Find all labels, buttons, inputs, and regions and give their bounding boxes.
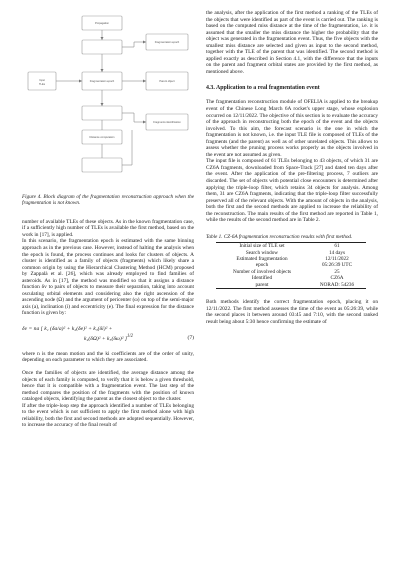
left-paragraph-1: number of available TLEs of these objects. As in the known fragmentation case, if a sufficiently high number of TLEs is available the first method, based on the work in [17], is applied. [22, 218, 194, 238]
label-right-1: Fragmentation epoch [154, 41, 180, 44]
label-mid-5: Distance computation [89, 136, 115, 139]
label-mid-1: Propagation [95, 22, 109, 25]
right-column [206, 10, 378, 325]
distance-equation: δv = na [ k₁ (δa/a)² + k₂(δe)² + k₃(δi)² + k₄(δΩ)² + k₅(δω)² ]$^{1/2}$ (7) [22, 326, 194, 342]
block-diagram-figure [22, 10, 194, 188]
table-row: Search window 14 days [245, 249, 345, 256]
section-title: 4.3. Application to a real fragmentation event [206, 85, 320, 92]
table-row: Estimated fragmentation 12/11/2022 [236, 256, 349, 263]
table-row: Number of involved objects 25 [232, 268, 340, 275]
table-row: epoch 05:26:39 UTC [255, 262, 353, 269]
mid-box-6 [82, 158, 122, 172]
table-row: Initial size of TLE set 61 [216, 243, 366, 250]
left-paragraph-4: Once the families of objects are identified, the average distance among the objects of each family is computed, to verify that it is below a given threshold, hence that it is compatible with a fragmentation event. The last step of the method compares the position of the fragments with the position of known cataloged objects, identifying the parent as the closest object to the cluster. [22, 369, 194, 403]
right-paragraph-2: The fragmentation reconstruction module of OFELIA is applied to the breakup event of the Chinese Long March 6A rocket's upper stage, whose explosion occurred on 12/11/2022. The objective of this section is to evaluate the accuracy of the approach in reconstructing both the epoch of the event and the objects involved. To this aim, the forecast scenario is the one in which the fragmentation is not known, i.e. the input TLE file is composed of TLEs of the fragments (and the parent) as well as of other unrelated objects. This allows to assess whether the pruning process works properly as the objects involved in the event are not assumed as given. [206, 99, 378, 158]
left-paragraph-5: If after the triple-loop step the approach identified a number of TLEs belonging to the event which is not sufficient to apply the first method alone with high reliability, both the first and second methods are adopted sequentially. However, to increase the accuracy of the final result of [22, 402, 194, 429]
label-input: Input [39, 79, 45, 82]
label-right-2: Parent object [159, 80, 175, 83]
label-right-3: Fragments identification [153, 121, 181, 124]
equation-number: (7) [187, 334, 194, 341]
left-column [22, 10, 194, 429]
right-paragraph-4: Both methods identify the correct fragmentation epoch, placing it on 12/11/2022. The first method assesses the time of the event as 05:26:39, while the second places it between around 03:45 and 7:10, with the second ranked result being about 5:30 hence confirming the estimate of [206, 299, 378, 325]
table-row: Identified CZ6A [251, 275, 344, 282]
results-table [216, 242, 366, 289]
table-caption: Table 1. CZ-6A fragmentation reconstruction results with first method. [206, 233, 353, 240]
table-row: parent NORAD: 54236 [216, 282, 366, 289]
left-paragraph-2: In this scenario, the fragmentation epoch is estimated with the same binning approach as in the previous case. However, instead of halting the analysis when the epoch is found, the process continues and looks for clusters of objects. A cluster is identified as a family of objects (fragments) which likely share a common origin by using the Hierarchical Clustering Method (HCM) proposed by Zappalà et al. [26], which was already employed to find families of asteroids. As in [17], the method was modified so that it assigns a distance function δv to pairs of objects to measure their separation, taking into account osculating orbital elements and considering also the right ascension of the ascending node (Ω) and the argument of pericenter (ω) on top of the semi-major axis (a), inclination (i) and eccentricity (e). The final expression for the distance function is given by: [22, 238, 194, 317]
block-diagram [22, 10, 194, 188]
label-mid-3: Fragmentation epoch [89, 80, 115, 83]
figure-caption: Figure 4. Block diagram of the fragmentation reconstruction approach when the fragmentation is not known. [22, 194, 194, 207]
mid-box-4 [82, 106, 122, 120]
label-tle-box: TLEs [38, 83, 46, 86]
mid-box-2 [82, 40, 122, 54]
right-paragraph-3: The input file is composed of 61 TLEs belonging to 43 objects, of which 31 are CZ6A fragments, downloaded from Space-Track [27] and dated ten days after the event. After the application of the pre-filtering process, 7 outliers are discarded. The set of objects with potential close encounters is determined after applying the triple-loop filter, which retains 34 objects for analysis. Among them, 31 are CZ6A fragments, indicating that the triple-loop filter successfully preserved all of the relevant objects. With the amount of objects in the analysis, both the first and the second methods are applied to increase the reliability of the reconstruction. The main results of the first method are reported in Table 1, while the results of the second method are in Table 2. [206, 158, 378, 224]
equation-lhs: δv = na [22, 326, 40, 333]
right-paragraph-1: the analysis, after the application of the first method a ranking of the TLEs of the objects that were identified as part of the event is carried out. The ranking is based on the computed miss distance at the time of the fragmentation, i.e. it is assumed that the smaller the miss distance the higher the probability that the object was generated in the fragmentation event. Thus, the five objects with the smallest miss distance are selected and given as input to the second method, together with the TLE of the parent that was identified. The second method is applied exactly as described in Section 4.1, with the difference that the inputs on the parent and fragment orbital states are provided by the first method, as mentioned above. [206, 10, 378, 75]
left-paragraph-3: where n is the mean motion and the ki coefficients are of the order of unity, depending on each parameter to which they are associated. [22, 350, 194, 364]
